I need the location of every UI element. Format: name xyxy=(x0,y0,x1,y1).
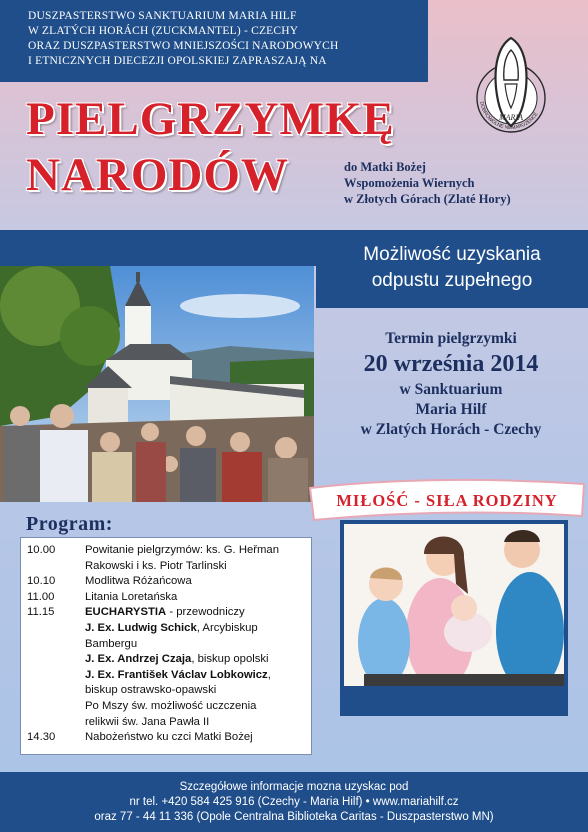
program-time: 14.30 xyxy=(27,731,56,744)
program-item-text: Litania Loretańska xyxy=(85,590,178,603)
header-line: I ETNICZNYCH DIECEZJI OPOLSKIEJ ZAPRASZAJĄ NA xyxy=(28,55,327,67)
program-item xyxy=(85,669,271,681)
sanctuary-logo xyxy=(472,36,550,140)
program-time: 11.15 xyxy=(27,606,55,619)
title-line1: PIELGRZYMKĘ xyxy=(26,93,395,145)
header-line: W ZLATÝCH HORÁCH (ZUCKMANTEL) - CZECHY xyxy=(28,25,299,37)
footer-line2: nr tel. +420 584 425 916 (Czechy - Maria Hilf) • www.mariahilf.cz xyxy=(129,796,459,808)
program-item-bold: J. Ex. Ludwig Schick xyxy=(85,622,197,634)
program-item-text: Nabożeństwo ku czci Matki Bożej xyxy=(85,731,253,744)
program-item-text: Po Mszy św. możliwość uczczenia xyxy=(85,700,257,712)
footer-line3: oraz 77 - 44 11 336 (Opole Centralna Biblioteka Caritas - Duszpasterstwo MN) xyxy=(94,811,494,823)
sanctuary-photo xyxy=(0,266,314,502)
logo-word: MARIA xyxy=(499,113,523,122)
program-item xyxy=(85,638,137,650)
footer xyxy=(0,772,588,832)
subtitle-line: Wspomożenia Wiernych xyxy=(344,176,475,190)
family-image xyxy=(344,524,564,686)
program-item xyxy=(85,700,256,712)
term-label: Termin pielgrzymki xyxy=(385,330,517,347)
program-item xyxy=(85,622,258,634)
program-item xyxy=(85,591,177,603)
header-band xyxy=(0,0,428,82)
indulgence-line1: Możliwość uzyskania xyxy=(363,244,541,265)
program-item-text: Powitanie pielgrzymów: ks. G. Heřman xyxy=(85,544,279,556)
header-line: ORAZ DUSZPASTERSTWO MNIEJSZOŚCI NARODOWYCH xyxy=(28,40,339,52)
madonna-logo-icon xyxy=(472,36,550,140)
term-place2: Maria Hilf xyxy=(415,401,487,418)
program-item xyxy=(85,544,279,556)
term-place3: w Zlatých Horách - Czechy xyxy=(360,421,542,438)
program-item xyxy=(85,731,253,743)
program-item-text: , Arcybiskup xyxy=(196,622,258,634)
family-photo xyxy=(344,524,564,686)
program-item-text: Rakowski i ks. Piotr Tarlinski xyxy=(85,559,227,572)
program-time: 11.00 xyxy=(27,590,55,603)
program-item-text: Modlitwa Różańcowa xyxy=(85,575,192,588)
title-line2: NARODÓW xyxy=(26,149,289,201)
program-item-text: Bambergu xyxy=(85,637,138,650)
program-item-text: , xyxy=(267,668,271,681)
footer-line1: Szczegółowe informacje mozna uzyskac pod xyxy=(179,781,409,793)
program-item-text: relikwii św. Jana Pawła II xyxy=(85,715,210,728)
header-line: DUSZPASTERSTWO SANKTUARIUM MARIA HILF xyxy=(28,10,297,22)
program-item xyxy=(85,684,216,696)
logo-ring-text: DOBROWOLNE NEMAROZENCÉ xyxy=(478,101,540,132)
subtitle-line: do Matki Bożej xyxy=(344,160,426,174)
program-time: 10.10 xyxy=(27,575,56,588)
program-item-bold: J. Ex. Andrzej Czaja xyxy=(85,653,192,666)
program-item-text: biskup ostrawsko-opawski xyxy=(85,684,217,697)
program-item-text: , biskup opolski xyxy=(191,653,269,666)
program-item xyxy=(85,560,227,572)
indulgence-line2: odpustu zupełnego xyxy=(371,270,533,291)
program-box xyxy=(20,537,312,755)
term-place1: w Sanktuarium xyxy=(399,381,503,398)
subtitle-line: w Złotych Górach (Zlaté Hory) xyxy=(344,192,511,206)
indulgence-box xyxy=(316,230,588,308)
program-item-text: - przewodniczy xyxy=(166,606,245,619)
program-item-bold: EUCHARYSTIA xyxy=(85,606,167,619)
program-title: Program: xyxy=(26,513,113,535)
love-banner-text: MIŁOŚĆ - SIŁA RODZINY xyxy=(336,491,558,510)
term-date: 20 września 2014 xyxy=(363,351,539,377)
program-item xyxy=(85,653,269,665)
program-item xyxy=(85,575,192,587)
program-item xyxy=(85,716,209,728)
program-time: 10.00 xyxy=(27,544,56,556)
program-item xyxy=(85,606,245,618)
sanctuary-image xyxy=(0,266,314,502)
program-item-bold: J. Ex. František Václav Lobkowicz xyxy=(85,668,268,681)
